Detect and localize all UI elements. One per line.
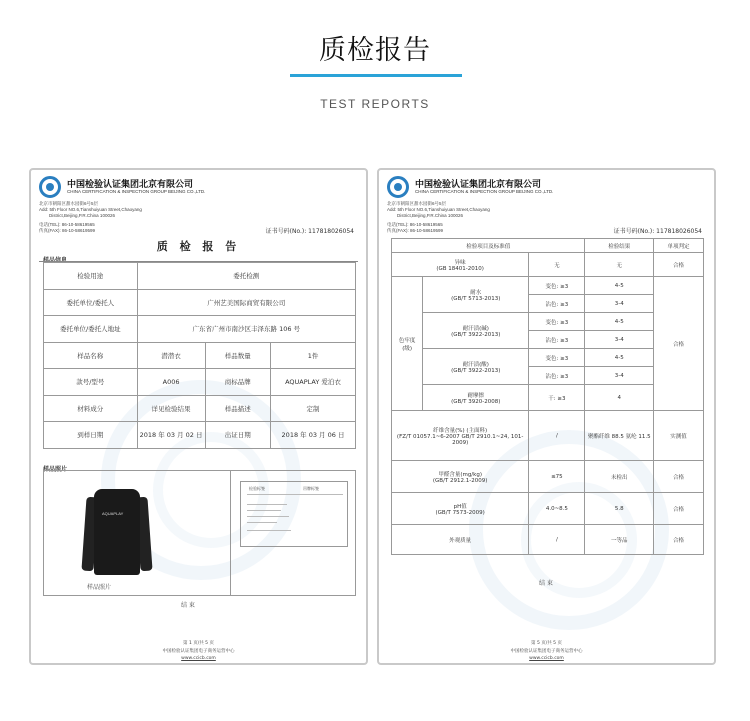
item-name: 甲醛含量(mg/kg) <box>438 471 482 478</box>
address-en-1: Add: 5th Floor NO.6,Tianshuiyuan Street,Chaoyang <box>387 207 490 212</box>
report-doc-title: 质 检 报 告 <box>156 240 241 253</box>
table-cell: 合格 <box>654 525 704 555</box>
table-row <box>392 461 704 493</box>
end-mark: 结 束 <box>181 602 195 609</box>
label-card-heading: 吊牌标签 <box>303 486 319 491</box>
footer-page: 第 1 页/共 5 页 <box>183 641 214 646</box>
table-cell: 外观质量 <box>392 525 529 555</box>
table-cell <box>392 253 529 277</box>
table-cell <box>423 277 529 313</box>
table-cell: 到样日期 <box>44 422 138 449</box>
item-standard: (GB/T 2912.1-2009) <box>432 477 488 484</box>
org-name-en: CHINA CERTIFICATION & INSPECTION GROUP BEIJING CO.,LTD. <box>415 189 554 194</box>
org-name-cn: 中国检验认证集团北京有限公司 <box>67 180 194 190</box>
item-standard: (GB/T 7573-2009) <box>435 509 485 516</box>
footer-website-link[interactable]: www.ccicb.com <box>529 656 564 661</box>
item-name: 异味 <box>454 259 466 266</box>
table-cell: ≤75 <box>529 461 585 493</box>
table-cell: / <box>529 411 585 461</box>
table-cell: 委托检测 <box>137 263 355 290</box>
item-name: 纤维含量(%) (主面料) <box>433 427 488 434</box>
address-cn: 北京市朝阳区甜水园街6号5层 <box>387 201 447 206</box>
label-text-line <box>247 516 289 517</box>
fax: 传真(FAX): 86-10-58619599 <box>387 228 444 233</box>
item-name: 耐汗渍(酸) <box>462 361 489 368</box>
item-standard: (GB/T 3922-2013) <box>451 367 501 374</box>
table-cell: 无 <box>529 253 585 277</box>
label-text-line <box>247 522 277 523</box>
title-underline <box>290 74 462 77</box>
table-header-cell: 单项判定 <box>654 239 704 253</box>
table-row <box>44 422 356 449</box>
fax: 传真(FAX): 86-10-58619599 <box>39 228 96 233</box>
cert-number: 证书号码(No.): 117818026054 <box>613 228 702 235</box>
table-header-cell: 检验项目及标准值 <box>392 239 585 253</box>
table-cell: 商标品牌 <box>205 369 271 396</box>
table-row <box>392 493 704 525</box>
table-cell: 4 <box>585 385 654 411</box>
divider <box>247 494 343 495</box>
address-en-1: Add: 5th Floor NO.6,Tianshuiyuan Street,Chaoyang <box>39 207 142 212</box>
table-cell: 2018 年 03 月 02 日 <box>137 422 205 449</box>
table-cell <box>392 411 529 461</box>
address-en-2: District,Beijing,P.R.China 100026 <box>397 213 463 218</box>
table-row <box>392 253 704 277</box>
table-cell: 委托单位/委托人 <box>44 289 138 316</box>
item-name: 耐汗渍(碱) <box>462 325 489 332</box>
label-text-line <box>247 530 291 531</box>
table-cell: 聚酯纤维 88.5 氨纶 11.5 <box>585 411 654 461</box>
garment-photo <box>94 489 140 575</box>
table-cell: 样品数量 <box>205 342 271 369</box>
section-photo: 样品照片 <box>43 466 68 473</box>
table-cell: 沾色: ≥3 <box>529 331 585 349</box>
table-header-row <box>392 239 704 253</box>
test-results-table <box>391 238 704 555</box>
tel: 电话(TEL): 86-10-58619565 <box>387 222 443 227</box>
table-cell <box>423 349 529 385</box>
table-cell: A006 <box>137 369 205 396</box>
footer-website-link[interactable]: www.ccicb.com <box>181 656 216 661</box>
table-row <box>44 342 356 369</box>
table-cell: 2018 年 03 月 06 日 <box>271 422 356 449</box>
table-cell: 沾色: ≥3 <box>529 295 585 313</box>
page-subtitle: TEST REPORTS <box>320 97 430 111</box>
org-name-en: CHINA CERTIFICATION & INSPECTION GROUP BEIJING CO.,LTD. <box>67 189 206 194</box>
item-standard: (GB/T 3920-2008) <box>451 398 501 405</box>
table-cell: 合格 <box>654 277 704 411</box>
table-cell: 材料成分 <box>44 395 138 422</box>
table-cell: 样品名称 <box>44 342 138 369</box>
end-mark: 结 束 <box>539 580 553 587</box>
table-cell: 详见检验结果 <box>137 395 205 422</box>
label-text-line <box>247 504 287 505</box>
table-cell: 出证日期 <box>205 422 271 449</box>
table-cell: 变色: ≥3 <box>529 277 585 295</box>
table-cell: 4-5 <box>585 277 654 295</box>
table-cell: 未检出 <box>585 461 654 493</box>
item-standard: (GB 18401-2010) <box>436 265 484 272</box>
table-cell: / <box>529 525 585 555</box>
table-cell: 干: ≥3 <box>529 385 585 411</box>
table-cell: 3-4 <box>585 367 654 385</box>
table-cell: 检验用途 <box>44 263 138 290</box>
report-header <box>39 174 360 240</box>
table-cell: 4.0~8.5 <box>529 493 585 525</box>
footer-page: 第 5 页/共 5 页 <box>531 641 562 646</box>
table-row <box>392 525 704 555</box>
table-cell: 定制 <box>271 395 356 422</box>
tag-label-photo <box>240 481 348 547</box>
ccic-logo-icon <box>387 176 409 198</box>
item-name: 耐摩擦 <box>467 392 484 399</box>
item-standard: (GB/T 5713-2013) <box>451 295 501 302</box>
photo-caption: 样品照片 <box>87 584 112 591</box>
table-cell: 色牢度(级) <box>392 277 423 411</box>
table-cell: 5.8 <box>585 493 654 525</box>
table-cell: 款号/型号 <box>44 369 138 396</box>
table-cell: 合格 <box>654 461 704 493</box>
table-cell: 变色: ≥3 <box>529 313 585 331</box>
item-name: pH值 <box>453 503 467 510</box>
footer-org: 中国检验认证集团电子商务运营中心 <box>510 649 583 654</box>
table-cell: 4-5 <box>585 313 654 331</box>
item-name: 耐水 <box>470 289 482 296</box>
table-cell <box>423 313 529 349</box>
report-card-left[interactable] <box>29 168 368 665</box>
table-cell: 合格 <box>654 253 704 277</box>
table-cell: 广州艺美国际商贸有限公司 <box>137 289 355 316</box>
table-cell <box>423 385 529 411</box>
table-row <box>44 369 356 396</box>
table-row <box>44 289 356 316</box>
org-name-cn: 中国检验认证集团北京有限公司 <box>415 180 542 190</box>
cert-number: 证书号码(No.): 117818026054 <box>265 228 354 235</box>
table-cell <box>392 493 529 525</box>
table-cell: 4-5 <box>585 349 654 367</box>
garment-brand: AQUAPLAY <box>102 511 124 516</box>
table-cell: 委托单位/委托人地址 <box>44 316 138 343</box>
report-header <box>387 174 708 240</box>
table-cell: 实测值 <box>654 411 704 461</box>
table-cell: 潜潜衣 <box>137 342 205 369</box>
item-standard: (GB/T 3922-2013) <box>451 331 501 338</box>
footer-org: 中国检验认证集团电子商务运营中心 <box>162 649 235 654</box>
table-cell: 合格 <box>654 493 704 525</box>
table-cell: 样品描述 <box>205 395 271 422</box>
page-title: 质检报告 <box>319 35 431 66</box>
table-cell: 广东省广州市南沙区丰泽东路 106 号 <box>137 316 355 343</box>
table-row <box>392 411 704 461</box>
address-cn: 北京市朝阳区甜水园街6号5层 <box>39 201 99 206</box>
table-row <box>44 316 356 343</box>
label-card-heading: 检验标签 <box>249 486 265 491</box>
table-header-cell: 检验结果 <box>585 239 654 253</box>
table-cell: 沾色: ≥3 <box>529 367 585 385</box>
table-cell: 无 <box>585 253 654 277</box>
address-en-2: District,Beijing,P.R.China 100026 <box>49 213 115 218</box>
table-row <box>44 395 356 422</box>
table-cell: 一等品 <box>585 525 654 555</box>
tel: 电话(TEL): 86-10-58619565 <box>39 222 95 227</box>
sample-photo-box <box>43 470 356 596</box>
label-text-line <box>247 510 281 511</box>
table-cell: AQUAPLAY 爱泊衣 <box>271 369 356 396</box>
item-standard: (FZ/T 01057.1~6-2007 GB/T 2910.1~24, 101-2009) <box>396 433 524 446</box>
table-cell <box>392 461 529 493</box>
table-cell: 1件 <box>271 342 356 369</box>
table-cell: 3-4 <box>585 295 654 313</box>
table-row <box>44 263 356 290</box>
divider <box>230 471 231 595</box>
table-cell: 变色: ≥3 <box>529 349 585 367</box>
ccic-logo-icon <box>39 176 61 198</box>
table-row <box>392 277 704 295</box>
report-card-right[interactable] <box>377 168 716 665</box>
table-cell: 3-4 <box>585 331 654 349</box>
sample-info-table <box>43 262 356 449</box>
